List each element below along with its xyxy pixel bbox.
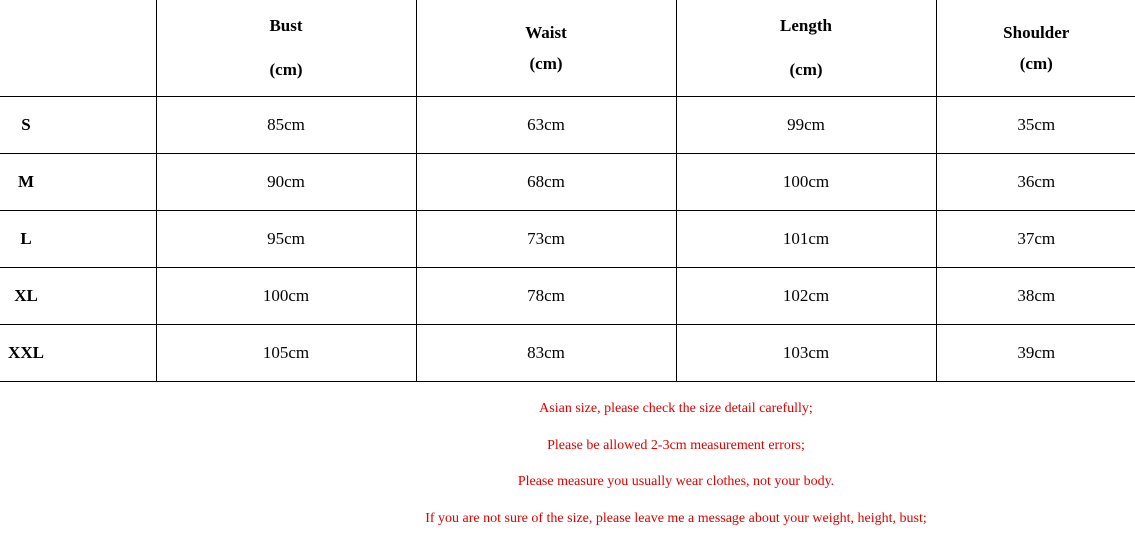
- size-label-cell: [0, 325, 156, 382]
- table-cell-waist: 68cm: [416, 154, 676, 211]
- size-label: S: [0, 115, 52, 135]
- size-label: XXL: [0, 343, 52, 363]
- note-line: If you are not sure of the size, please leave me a message about your weight, height, bust;: [0, 494, 1135, 531]
- header-cell-shoulder: [936, 0, 1135, 97]
- table-cell-shoulder: 38cm: [936, 268, 1135, 325]
- table-cell-shoulder: 37cm: [936, 211, 1135, 268]
- table-cell-waist: 63cm: [416, 97, 676, 154]
- header-label: Waist: [417, 22, 676, 44]
- table-row: [0, 268, 1135, 325]
- size-label: M: [0, 172, 52, 192]
- header-unit: (cm): [937, 53, 1135, 75]
- size-label-cell: [0, 154, 156, 211]
- table-row: [0, 97, 1135, 154]
- size-label: XL: [0, 286, 52, 306]
- table-cell-length: 101cm: [676, 211, 936, 268]
- table-cell-length: 102cm: [676, 268, 936, 325]
- note-line: Asian size, please check the size detail carefully;: [0, 384, 1135, 421]
- header-cell-waist: [416, 0, 676, 97]
- size-label-cell: [0, 268, 156, 325]
- table-header-row: [0, 0, 1135, 97]
- table-cell-bust: 100cm: [156, 268, 416, 325]
- table-cell-waist: 73cm: [416, 211, 676, 268]
- table-row: [0, 211, 1135, 268]
- header-cell-bust: [156, 0, 416, 97]
- table-cell-bust: 105cm: [156, 325, 416, 382]
- table-row: [0, 154, 1135, 211]
- header-label: Shoulder: [937, 22, 1135, 44]
- size-label: L: [0, 229, 52, 249]
- header-corner-cell: [0, 0, 156, 97]
- table-row: [0, 325, 1135, 382]
- table-cell-waist: 78cm: [416, 268, 676, 325]
- table-cell-length: 100cm: [676, 154, 936, 211]
- size-notes: [0, 384, 1135, 530]
- note-line: Please be allowed 2-3cm measurement errors;: [0, 421, 1135, 458]
- header-label: Bust: [157, 15, 416, 37]
- note-line: Please measure you usually wear clothes, not your body.: [0, 457, 1135, 494]
- size-label-cell: [0, 97, 156, 154]
- header-unit: (cm): [157, 59, 416, 81]
- table-cell-bust: 95cm: [156, 211, 416, 268]
- table-cell-bust: 85cm: [156, 97, 416, 154]
- header-label: Length: [677, 15, 936, 37]
- size-label-cell: [0, 211, 156, 268]
- table-cell-length: 99cm: [676, 97, 936, 154]
- table-cell-length: 103cm: [676, 325, 936, 382]
- header-cell-length: [676, 0, 936, 97]
- table-cell-shoulder: 39cm: [936, 325, 1135, 382]
- header-unit: (cm): [417, 53, 676, 75]
- table-cell-bust: 90cm: [156, 154, 416, 211]
- table-cell-shoulder: 35cm: [936, 97, 1135, 154]
- table-cell-waist: 83cm: [416, 325, 676, 382]
- table-cell-shoulder: 36cm: [936, 154, 1135, 211]
- header-unit: (cm): [677, 59, 936, 81]
